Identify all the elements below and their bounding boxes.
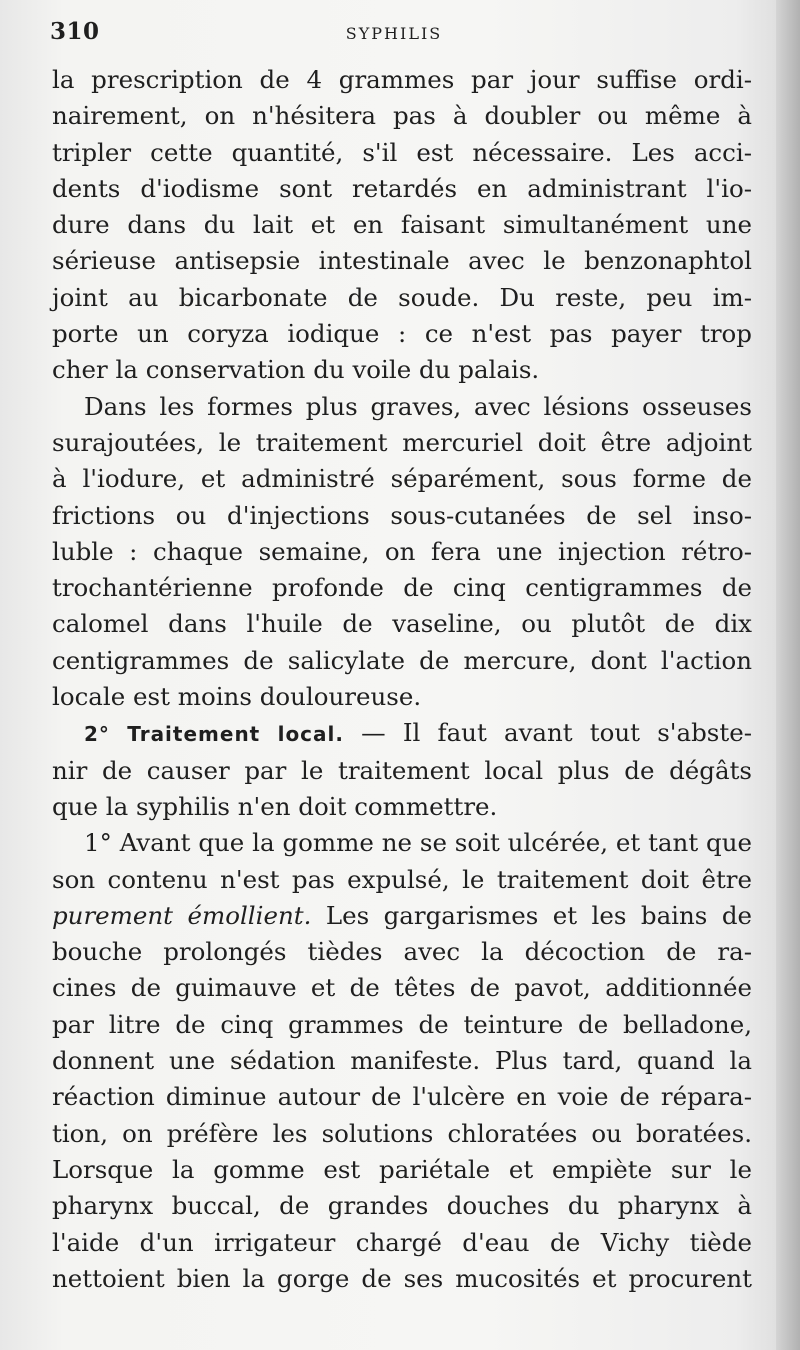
text-line: locale est moins douloureuse. (52, 682, 422, 712)
page-gutter-shadow (776, 0, 800, 1350)
text-line: joint au bicarbonate de soude. Du reste, peu im- (52, 282, 752, 312)
page-header (48, 18, 740, 52)
text-line: la prescription de 4 grammes par jour suffise ordi- (52, 65, 752, 94)
text-line: Dans les formes plus graves, avec lésions osseuses (84, 391, 752, 421)
text-line: à l'iodure, et administré séparément, sous forme de (52, 464, 752, 494)
text-line: calomel dans l'huile de vaseline, ou plutôt de dix (52, 609, 752, 639)
text-line: sérieuse antisepsie intestinale avec le benzonaphtol (52, 246, 752, 276)
text-line: nettoient bien la gorge de ses mucosités et procurent (52, 1263, 752, 1293)
text-line: son contenu n'est pas expulsé, le traitement doit être (52, 864, 752, 894)
text-line-with-emphasis (52, 898, 752, 934)
text-fragment: — Il faut avant tout s'abste- (361, 718, 752, 748)
page-number: 310 (50, 18, 100, 45)
text-line: donnent une sédation manifeste. Plus tard, quand la (52, 1046, 752, 1076)
text-line: tion, on préfère les solutions chloratées ou boratées. (52, 1118, 752, 1148)
text-line: surajoutées, le traitement mercuriel doit être adjoint (52, 427, 752, 457)
text-line: Lorsque la gomme est pariétale et empiète sur le (52, 1154, 752, 1184)
text-fragment: Les gargarismes et les bains de (311, 900, 752, 930)
text-line: nairement, on n'hésitera pas à doubler ou même à (52, 101, 752, 131)
text-line: pharynx buccal, de grandes douches du pharynx à (52, 1191, 752, 1221)
text-line: dure dans du lait et en faisant simultanément une (52, 210, 752, 240)
section-line (52, 715, 752, 752)
text-line: cher la conservation du voile du palais. (52, 355, 540, 385)
text-line: trochantérienne profonde de cinq centigrammes de (52, 573, 752, 603)
text-line: dents d'iodisme sont retardés en administrant l'io- (52, 173, 752, 203)
text-line: que la syphilis n'en doit commettre. (52, 791, 498, 821)
text-line: par litre de cinq grammes de teinture de belladone, (52, 1009, 752, 1039)
text-line: frictions ou d'injections sous-cutanées de sel inso- (52, 500, 752, 530)
text-line: l'aide d'un irrigateur chargé d'eau de Vichy tiède (52, 1227, 752, 1257)
running-title: SYPHILIS (345, 24, 443, 43)
section-heading: 2° Traitement local. (84, 722, 344, 747)
text-line: bouche prolongés tièdes avec la décoction de ra- (52, 937, 752, 967)
text-line: tripler cette quantité, s'il est nécessaire. Les acci- (52, 137, 752, 167)
text-line: porte un coryza iodique : ce n'est pas payer trop (52, 319, 752, 349)
body-text (52, 62, 752, 1297)
text-line: nir de causer par le traitement local plus de dégâts (52, 755, 752, 785)
text-line: cines de guimauve et de têtes de pavot, additionnée (52, 973, 752, 1003)
text-line: réaction diminue autour de l'ulcère en voie de répara- (52, 1082, 752, 1112)
text-line: 1° Avant que la gomme ne se soit ulcérée, et tant que (84, 828, 752, 858)
text-line: centigrammes de salicylate de mercure, dont l'action (52, 645, 752, 675)
text-line: luble : chaque semaine, on fera une injection rétro- (52, 536, 752, 566)
emphasis-text: purement émollient. (52, 900, 312, 930)
